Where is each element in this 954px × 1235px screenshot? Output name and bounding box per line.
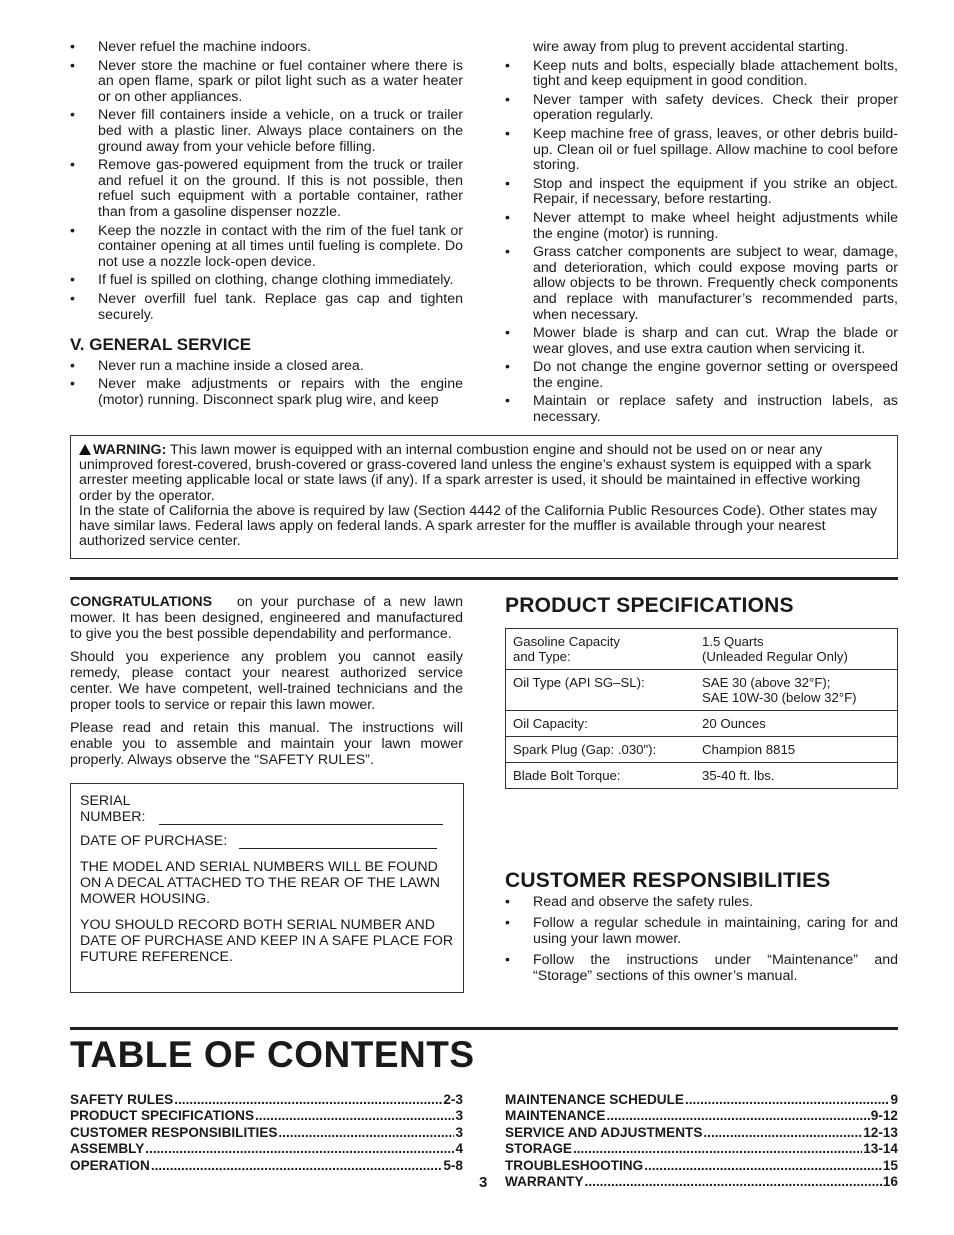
toc-entry[interactable]: MAINTENANCE ..... 9-12	[505, 1108, 898, 1124]
list-item: • Keep machine free of grass, leaves, or other debris build-up. Clean oil or fuel spillage. Allow machine to cool before storing.	[505, 127, 898, 174]
date-of-purchase-field	[80, 833, 454, 849]
toc-entry[interactable]: CUSTOMER RESPONSIBILITIES ..... 3	[70, 1125, 463, 1141]
table-row	[506, 737, 898, 763]
record-serial-note: YOU SHOULD RECORD BOTH SERIAL NUMBER AND DATE OF PURCHASE AND KEEP IN A SAFE PLACE FOR FUTURE REFERENCE.	[80, 917, 454, 965]
list-item: • Never overfill fuel tank. Replace gas cap and tighten securely.	[70, 292, 463, 323]
list-item: • Do not change the engine governor setting or overspeed the engine.	[505, 360, 898, 391]
table-row	[506, 629, 898, 670]
list-item: • Never attempt to make wheel height adjustments while the engine (motor) is running.	[505, 211, 898, 242]
fuel-safety-list	[70, 40, 463, 323]
spec-label: Spark Plug (Gap: .030"):	[506, 737, 696, 763]
list-item: • Grass catcher components are subject to wear, damage, and deterioration, which could expose moving parts or allow objects to be thrown. Frequently check components and replace with manufacturer’s recommended parts, when necessary.	[505, 245, 898, 323]
spark-arrester-warning-box	[70, 435, 898, 559]
toc-entry[interactable]: STORAGE ..... 13-14	[505, 1141, 898, 1157]
retain-manual-paragraph: Please read and retain this manual. The instructions will enable you to assemble and maintain your lawn mower properly. Always observe the “SAFETY RULES”.	[70, 720, 463, 768]
list-item: • Keep nuts and bolts, especially blade attachement bolts, tight and keep equipment in good condition.	[505, 59, 898, 90]
list-item: • Never make adjustments or repairs with the engine (motor) running. Disconnect spark plug wire, and keep	[70, 377, 463, 408]
table-row	[506, 670, 898, 711]
list-item: • Remove gas-powered equipment from the truck or trailer and refuel it on the ground. If this is not possible, then refuel such equipment with a portable container, rather than from a gasoline dispenser nozzle.	[70, 158, 463, 220]
list-item: • Maintain or replace safety and instruction labels, as necessary.	[505, 394, 898, 425]
section-divider	[70, 577, 898, 580]
spec-value: SAE 30 (above 32°F); SAE 10W-30 (below 32°F)	[695, 670, 898, 711]
list-item: • Never fill containers inside a vehicle, on a truck or trailer bed with a plastic liner. Always place containers on the ground away from your vehicle before filling.	[70, 108, 463, 155]
table-row	[506, 763, 898, 789]
list-item: • If fuel is spilled on clothing, change clothing immediately.	[70, 273, 463, 289]
safety-rules-left-column	[70, 40, 463, 411]
list-item: • Stop and inspect the equipment if you strike an object. Repair, if necessary, before restarting.	[505, 177, 898, 208]
list-item: • Mower blade is sharp and can cut. Wrap the blade or wear gloves, and use extra caution when servicing it.	[505, 326, 898, 357]
toc-entry[interactable]: OPERATION ..... 5-8	[70, 1158, 463, 1174]
table-of-contents-title: TABLE OF CONTENTS	[70, 1034, 475, 1075]
spec-label: Oil Type (API SG–SL):	[506, 670, 696, 711]
spec-value: 35-40 ft. lbs.	[695, 763, 898, 789]
list-item: • Never tamper with safety devices. Check their proper operation regularly.	[505, 93, 898, 124]
product-specifications-heading: PRODUCT SPECIFICATIONS	[505, 594, 794, 617]
customer-responsibilities-list	[505, 895, 898, 985]
customer-responsibilities-heading: CUSTOMER RESPONSIBILITIES	[505, 869, 831, 892]
list-item: • Never run a machine inside a closed area.	[70, 359, 463, 375]
toc-entry[interactable]: ASSEMBLY ..... 4	[70, 1141, 463, 1157]
spec-label: Oil Capacity:	[506, 711, 696, 737]
model-serial-location-note: THE MODEL AND SERIAL NUMBERS WILL BE FOUND ON A DECAL ATTACHED TO THE REAR OF THE LAWN MOWER HOUSING.	[80, 859, 441, 907]
list-item: • Keep the nozzle in contact with the rim of the fuel tank or container opening at all times until fueling is complete. Do not use a nozzle lock-open device.	[70, 224, 463, 271]
intro-section	[70, 594, 463, 775]
toc-entry[interactable]: TROUBLESHOOTING ..... 15	[505, 1158, 898, 1174]
toc-entry[interactable]: PRODUCT SPECIFICATIONS ..... 3	[70, 1108, 463, 1124]
section-divider	[70, 1027, 898, 1030]
congratulations-paragraph	[70, 594, 463, 642]
spec-label: Gasoline Capacity and Type:	[506, 629, 696, 670]
warning-paragraph	[79, 443, 889, 504]
serial-label: SERIAL	[80, 793, 131, 809]
serial-number-box	[70, 783, 464, 993]
date-label: DATE OF PURCHASE:	[80, 833, 228, 849]
warning-text: This lawn mower is equipped with an internal combustion engine and should not be used on or near any unimproved forest-covered, brush-covered or grass-covered land unless the engine’s exhaust system is equipped with a spark arrester meeting applicable local or state laws (if any). If a spark arrester is used, it should be maintained in effective working order by the operator.	[79, 442, 872, 504]
serial-number-blank[interactable]	[159, 810, 443, 825]
spec-value: Champion 8815	[695, 737, 898, 763]
general-service-list	[70, 359, 463, 409]
list-item-continuation: wire away from plug to prevent accidental starting.	[533, 39, 849, 55]
general-service-list-continued	[505, 40, 898, 426]
toc-entry[interactable]: MAINTENANCE SCHEDULE ..... 9	[505, 1092, 898, 1108]
number-label: NUMBER:	[80, 809, 146, 825]
list-item: • Follow the instructions under “Maintenance” and “Storage” sections of this owner’s manual.	[505, 953, 898, 984]
service-paragraph: Should you experience any problem you cannot easily remedy, please contact your nearest authorized service center. We have competent, well-trained technicians and the proper tools to service or repair this lawn mower.	[70, 649, 463, 713]
general-service-heading: V. GENERAL SERVICE	[70, 335, 252, 355]
table-row	[506, 711, 898, 737]
toc-entry[interactable]: SERVICE AND ADJUSTMENTS ..... 12-13	[505, 1125, 898, 1141]
warning-california-text: In the state of California the above is required by law (Section 4442 of the California Public Resources Code). Other states may have similar laws. Federal laws apply on federal lands. A spark arrester for the muffler is available through your nearest authorized service center.	[79, 502, 878, 550]
spec-value: 1.5 Quarts (Unleaded Regular Only)	[695, 629, 898, 670]
page-number: 3	[479, 1174, 488, 1191]
toc-entry[interactable]: WARRANTY ..... 16	[505, 1174, 898, 1190]
product-specifications-section	[505, 594, 898, 789]
safety-rules-right-column	[505, 40, 898, 429]
serial-number-field	[80, 793, 454, 825]
warning-triangle-icon	[79, 444, 91, 455]
warning-label: WARNING:	[93, 442, 167, 458]
product-specifications-table	[505, 628, 898, 789]
congratulations-label: CONGRATULATIONS	[70, 594, 213, 610]
list-item: • Follow a regular schedule in maintaining, caring for and using your lawn mower.	[505, 916, 898, 947]
date-of-purchase-blank[interactable]	[239, 834, 437, 849]
spec-value: 20 Ounces	[695, 711, 898, 737]
list-item: • Never store the machine or fuel container where there is an open flame, spark or pilot light such as a water heater or on other appliances.	[70, 59, 463, 106]
spec-label: Blade Bolt Torque:	[506, 763, 696, 789]
list-item: • Never refuel the machine indoors.	[70, 40, 463, 56]
customer-responsibilities-section	[505, 869, 898, 988]
toc-left-column	[70, 1092, 463, 1174]
congratulations-text: on your purchase of a new lawn mower. It has been designed, engineered and manufactured to give you the best possible dependability and performance.	[70, 594, 463, 642]
toc-right-column	[505, 1092, 898, 1190]
list-item: • Read and observe the safety rules.	[505, 895, 898, 911]
toc-entry[interactable]: SAFETY RULES ..... 2-3	[70, 1092, 463, 1108]
